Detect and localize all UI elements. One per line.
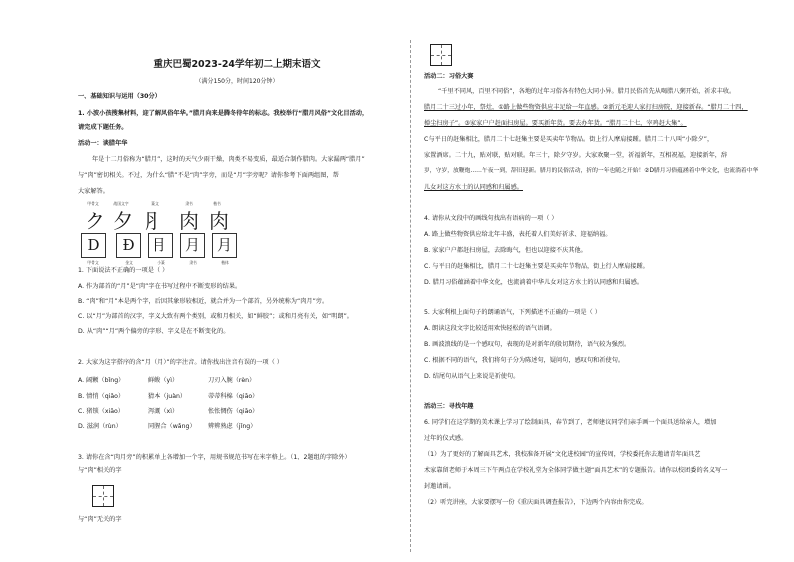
q1-option-b: B. “肉”和“月”本是两个字，后因其象形较相近，就合并为一个部首，另外统称为“肉月”旁。 <box>78 298 329 305</box>
glyph-seal-rou: ⺼ <box>145 209 165 233</box>
page-title: 重庆巴蜀2023-24学年初二上期末语文 <box>153 59 321 70</box>
activity3-heading: 活动三：寻找年趣 <box>424 403 474 410</box>
q6-line-2: 过年的仪式感。 <box>424 435 468 442</box>
glyph-warring-rou: 夕 <box>113 209 133 233</box>
q2-stem: 2. 大家为这字搭序的含“月（月）”的字注音。请你找出注音有误的一项（ ） <box>78 359 283 366</box>
writing-grid-related[interactable] <box>92 485 114 507</box>
evo-label: 隶书 <box>185 201 193 206</box>
q1-option-a: A. 作为部首的“月”是“肉”字在书写过程中不断变形的结果。 <box>78 283 242 290</box>
column-divider <box>410 40 411 552</box>
q4-option-d: D. 腊月习俗蕴涵着中华文化，也流淌着中华儿女对这方水土的认同感和归属感。 <box>424 279 644 286</box>
glyph-clerical-rou: 肉 <box>179 209 199 233</box>
q5-option-a: A. 朗读这段文字比较适用欢快轻松的语气语调。 <box>424 325 556 332</box>
custom-passage-line: “千里不同风，百里不同俗”，各地的过年习俗各有特色大同小异。腊月民俗首先从喝腊八粥开始，祈求丰收。 <box>438 88 736 95</box>
q1-stem: 1. 下面说法不正确的一项是（ ） <box>78 267 169 274</box>
q3-unrelated-label: 与“肉”无关的字 <box>78 516 122 523</box>
custom-passage-line: 掸尘扫房子”。③家家户户赶面扫房屋。要买新年货。要去办年货。“腊月二十七，宰鸡赶大集”。 <box>424 120 687 127</box>
intro-line-1: 1. 小波小孩搜集材料，迎了解风俗年华。”腊月向来是腾冬待年的标志。我校举行“腊月风俗”文化目活动， <box>78 110 369 117</box>
q2-a-2: 鲜鲅（yì） <box>148 377 179 384</box>
passage-line-3: 大家解答。 <box>78 188 109 195</box>
custom-passage-line: 岁，守岁，放鞭炮……午夜一到，辞旧迎新。腊月的民俗活动，折的一年也随之开始！②D腊月习俗蕴涵着中华文化，也流淌着中华 <box>424 168 759 174</box>
evo-label: 金文 <box>125 260 133 265</box>
section-heading: 一、基础知识与运用（30分） <box>78 93 161 100</box>
q4-option-c: C. 与平日的赶集相比，腊月二十七赶集主要是买卖年节物品，街上行人摩肩接踵。 <box>424 263 649 270</box>
q2-a-3: 刀刃入腕（rèn） <box>208 377 256 384</box>
activity1-heading: 活动一：谈腊年华 <box>78 140 128 147</box>
q3-stem: 3. 请你在含“肉月旁”的积累单上各增加一个字，用规书规范书写在米字格上。（1、2题组的字除外） <box>78 454 351 461</box>
q6-part2: （2）听完讲座，大家要摆写一份《重庆面具调查报告》，下边两个内容由你完成。 <box>424 499 648 506</box>
q2-d-3: 辨辨熟虑（jǐng） <box>208 423 257 430</box>
q6-part1-line-1: （1）为了更好的了解面具艺术，我校准备开展“文化进校园”的宣传周，学校委托你去邀请青年面具艺 <box>424 451 701 458</box>
glyph-regular-yue: 月 <box>212 233 237 258</box>
q2-b-2: 猜本（juàn） <box>148 393 187 400</box>
q3-related-label: 与“肉”相关的字 <box>78 467 122 474</box>
q5-stem: 5. 大家利根上面句子的朗诵语气，下列描述不正确的一项是（ ） <box>424 309 601 316</box>
q2-c-1: C. 猪锁（xiāo） <box>78 408 124 415</box>
evo-label: 甲骨文 <box>87 201 99 206</box>
glyph-bronze-yue: Ð <box>116 233 141 258</box>
q2-b-3: 蒂蒂科棉（qiāo） <box>208 393 259 400</box>
glyph-oracle-rou: ク <box>85 209 105 233</box>
custom-passage-line: 家置酒席。二十九，贴对联，贴对联。年三十，除夕守岁。大家欢聚一堂，祈福新年，互相祝福，迎接新年，辞 <box>424 152 728 159</box>
q2-b-1: B. 情悄（qiǎo） <box>78 393 125 400</box>
glyph-regular-rou: 肉 <box>209 209 229 233</box>
left-column <box>78 0 396 562</box>
q2-c-3: 怅怅惆伤（qiāo） <box>208 408 259 415</box>
glyph-clerical-yue: 月 <box>180 233 205 258</box>
q2-d-1: D. 滋润（rùn） <box>78 423 122 430</box>
intro-line-2: 请完成下题任务。 <box>78 124 128 131</box>
writing-grid-unrelated[interactable] <box>430 44 452 66</box>
passage-line-1: 年是十二月俗称为“腊月”，这时的天气少雨干燥，肉类不易变质，最适合制作腊肉。大家漏两“腊月” <box>92 156 365 163</box>
q4-option-b: B. 家家户户都赶扫房屋，去除晦气，但也以迎接不庆其他。 <box>424 247 587 254</box>
right-column <box>424 0 762 562</box>
glyph-seal-yue: ⺝ <box>148 233 173 258</box>
evo-label: 楷体 <box>221 260 229 265</box>
custom-passage-line: 腊月二十三过小年，祭灶，①路上做些物资供应丰足给一年直感。②新元毛迎人家打扫房院，迎接新春。“腊月二十四， <box>424 104 748 111</box>
passage-line-2: 与“肉”密切相关。不过，为什么“腊”不是“肉”字旁，而是“月”字旁呢？请你参考下面两组图，帮 <box>78 172 339 179</box>
activity2-heading: 活动二：习俗大赛 <box>424 73 474 80</box>
q1-option-d: D. 从“肉”“月”两个偏旁的字形、字义是在不断变化的。 <box>78 328 230 335</box>
q2-d-2: 同腥合（wǎng） <box>148 423 196 430</box>
q4-stem: 4. 请你从文段中的画线句找出有语病的一项（ ） <box>424 215 558 222</box>
evo-label: 隶书 <box>189 260 197 265</box>
q6-part1-line-3: 封邀请函。 <box>424 483 455 490</box>
q5-option-c: C. 根据不同的语气，我们将句子分为陈述句，疑问句，感叹句和祈使句。 <box>424 357 625 364</box>
custom-passage-line: 儿女对这方水土的认同感和归属感。 <box>424 184 523 191</box>
q6-part1-line-2: 术家靠留老师于本周三下午两点在学校礼堂为全体同学做主题“面具艺术”的专题报告。请你以校团委的名义写一 <box>424 467 728 474</box>
q6-line-1: 6. 同学们在这学期的美术课上学习了绘制面具，春节到了，老师建议同学们亲手画一个面具送给亲人，增加 <box>424 419 717 426</box>
glyph-oracle-yue: D <box>81 233 106 258</box>
q4-option-a: A. 路上做些物资供应给北年丰盛，表托着人们美好祈求、迎福纳福。 <box>424 231 612 238</box>
evo-label: 战国文字 <box>113 201 129 206</box>
evo-label: 甲骨文 <box>87 260 99 265</box>
evo-label: 篆文 <box>151 201 159 206</box>
q5-option-d: D. 结尾句从语气上来说是祈使句。 <box>424 373 520 380</box>
evo-label: 小篆 <box>157 260 165 265</box>
custom-passage-line: C与平日的赶集相比，腊月二十七赶集主要是买卖年节物品。街上行人摩肩接踵。腊月二十八叫“小除夕”， <box>424 136 714 143</box>
q1-option-c: C. 以“月”为部首的汉字，字义大致有两个类别，或和月相关，如“鲜胶”；或和月亮有关，如“明朗”。 <box>78 313 353 320</box>
q2-c-2: 泻溉（xì） <box>148 408 179 415</box>
q2-a-1: A. 阔颗（bǐng） <box>78 377 125 384</box>
evo-label: 楷书 <box>213 201 221 206</box>
q5-option-b: B. 画波浪线的是一个感叹句，表现的是对新年的殷切期待，语气较为强烈。 <box>424 341 631 348</box>
page-subtitle: （满分150分，时间120分钟） <box>195 78 279 85</box>
